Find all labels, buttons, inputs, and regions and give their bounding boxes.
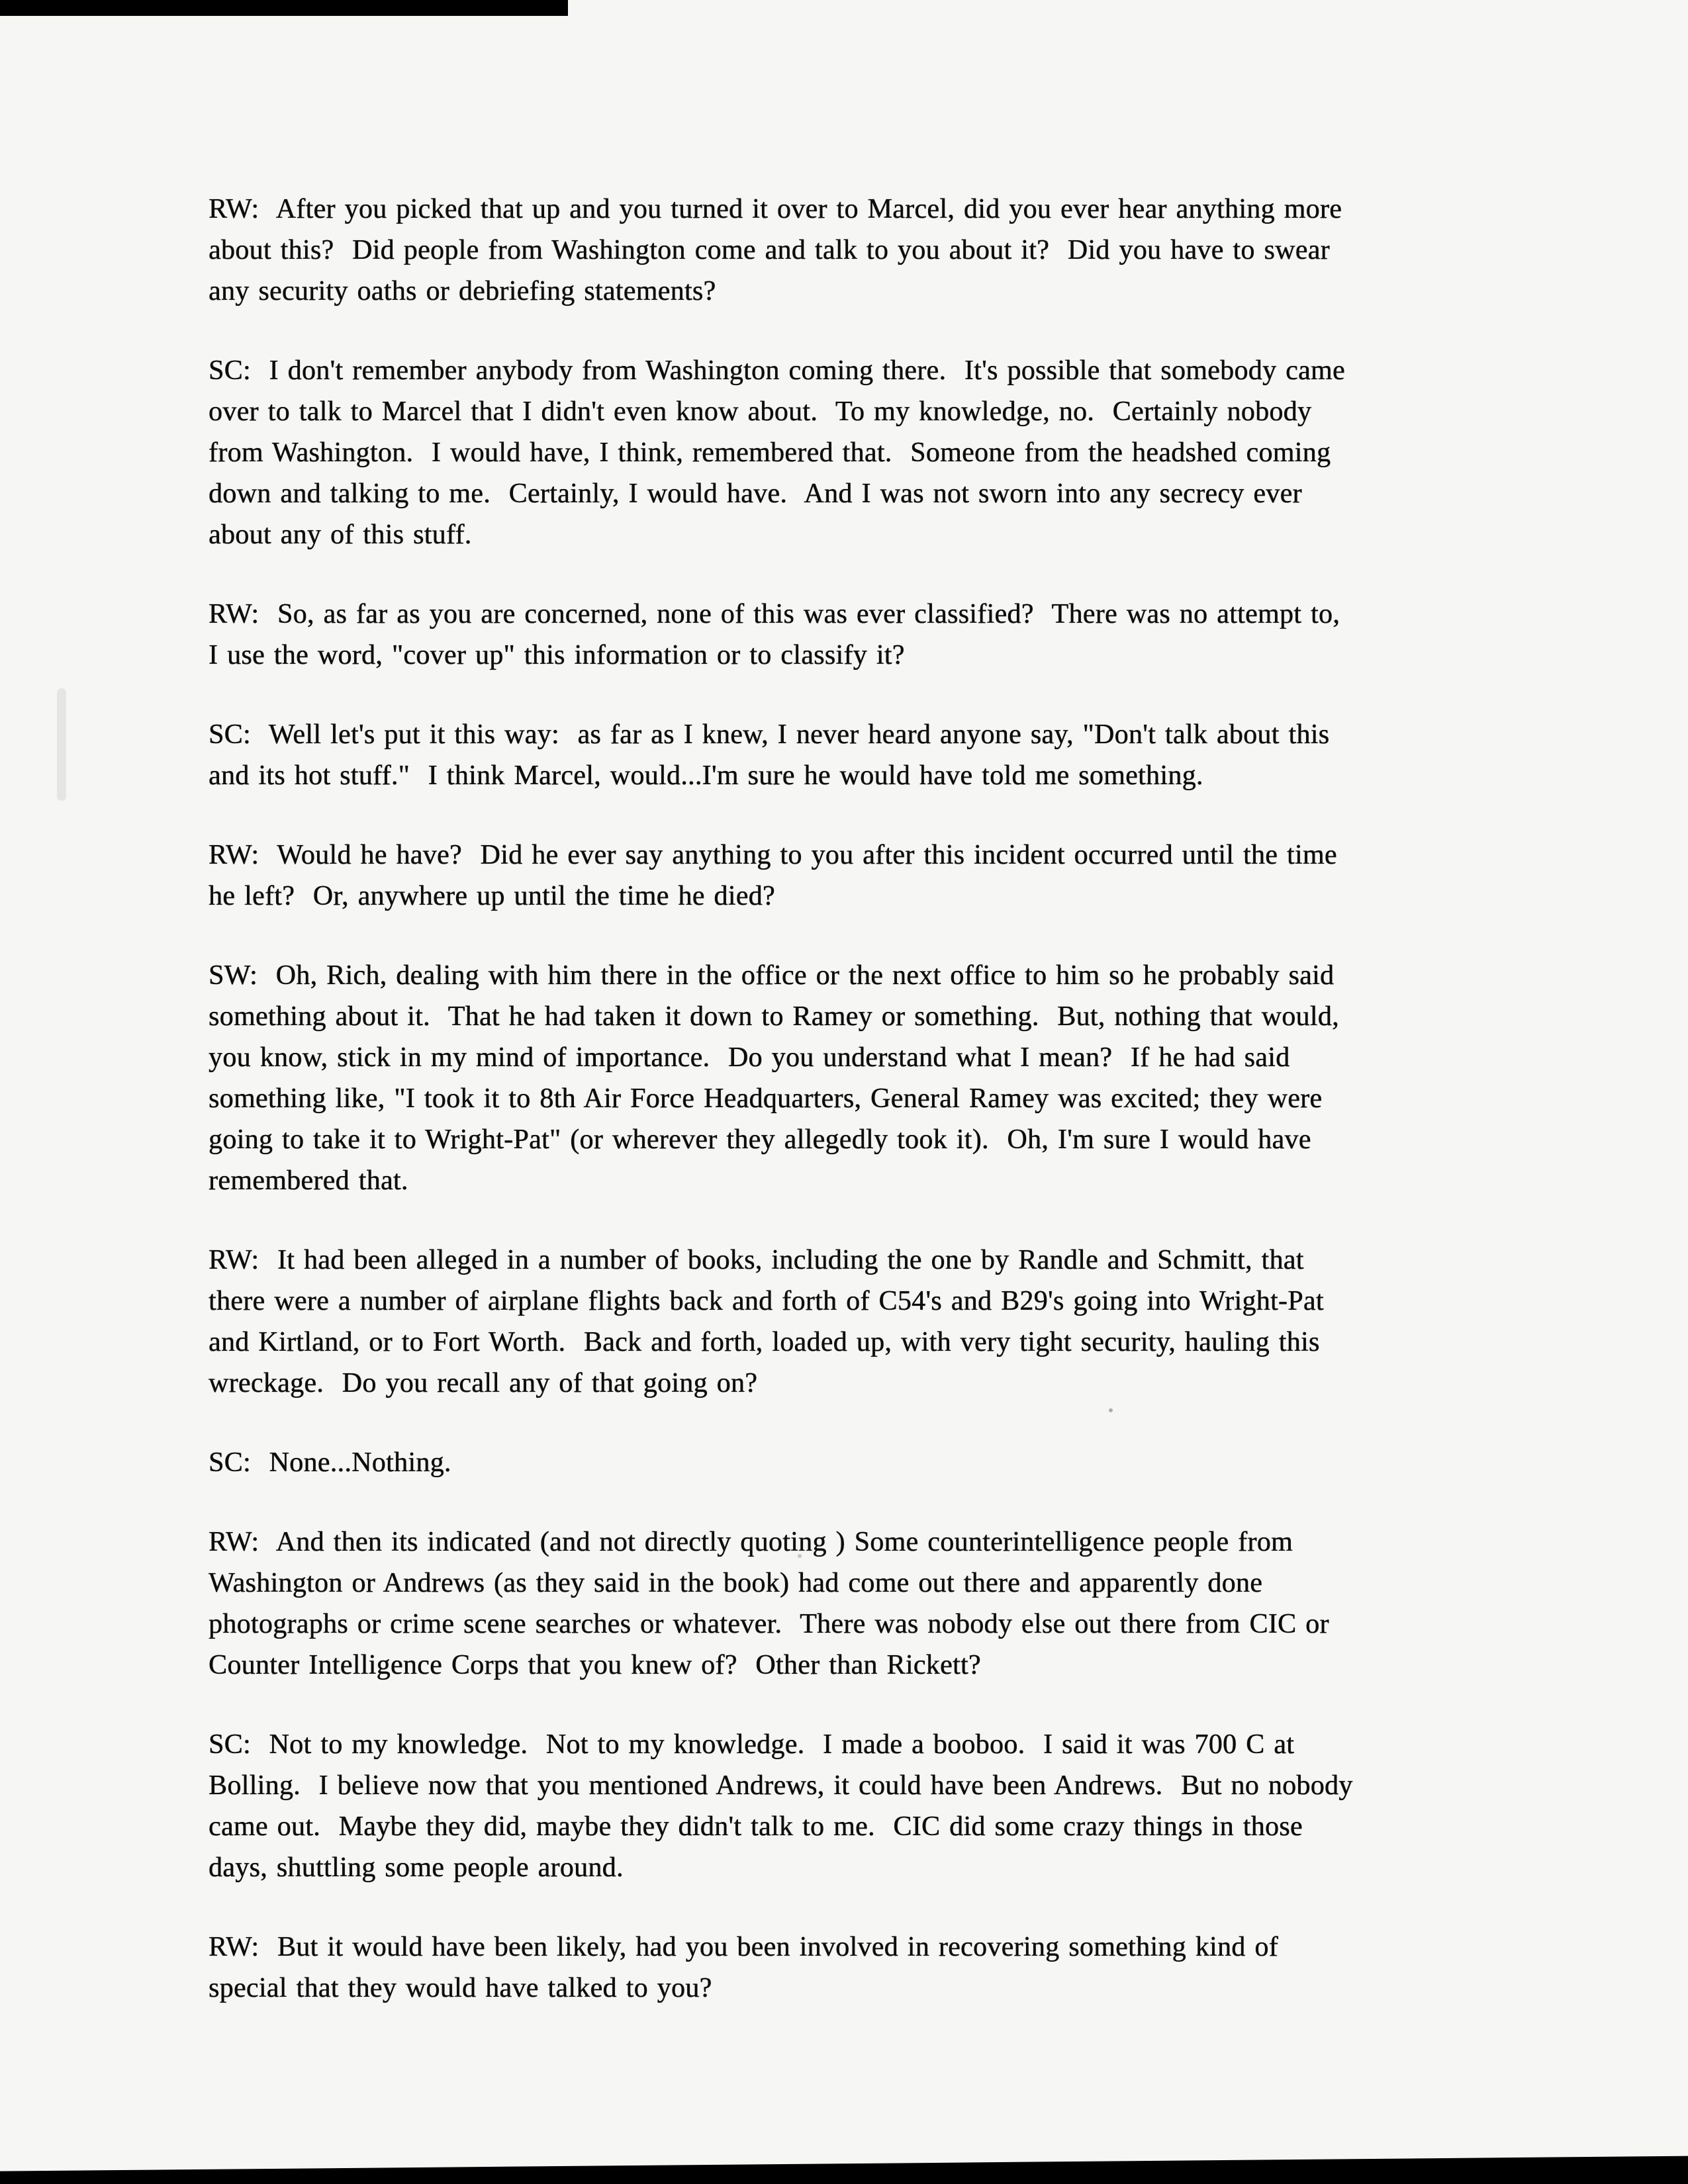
transcript-line: something like, "I took it to 8th Air Force Headquarters, General Ramey was excited; they were bbox=[209, 1083, 1323, 1114]
transcript-line: days, shuttling some people around. bbox=[209, 1852, 624, 1883]
transcript-paragraph-sc-1 bbox=[209, 350, 1542, 555]
transcript-line: SC: I don't remember anybody from Washington coming there. It's possible that somebody came bbox=[209, 355, 1345, 386]
transcript-line: I use the word, "cover up" this information or to classify it? bbox=[209, 640, 905, 670]
transcript-line: there were a number of airplane flights back and forth of C54's and B29's going into Wright-Pat bbox=[209, 1286, 1324, 1316]
transcript-line: RW: Would he have? Did he ever say anything to you after this incident occurred until the time bbox=[209, 840, 1337, 870]
transcript-line: he left? Or, anywhere up until the time he died? bbox=[209, 881, 775, 911]
transcript-line: any security oaths or debriefing statements? bbox=[209, 276, 716, 306]
transcript-line: RW: After you picked that up and you turned it over to Marcel, did you ever hear anything more bbox=[209, 194, 1342, 224]
transcript-line: down and talking to me. Certainly, I would have. And I was not sworn into any secrecy ever bbox=[209, 478, 1302, 509]
transcript-paragraph-sw-5 bbox=[209, 955, 1542, 1201]
transcript-line: you know, stick in my mind of importance. Do you understand what I mean? If he had said bbox=[209, 1042, 1290, 1073]
transcript-line: RW: It had been alleged in a number of books, including the one by Randle and Schmitt, that bbox=[209, 1245, 1304, 1275]
transcript-line: over to talk to Marcel that I didn't even know about. To my knowledge, no. Certainly nobody bbox=[209, 396, 1312, 427]
transcript-line: about any of this stuff. bbox=[209, 520, 472, 550]
transcript-line: came out. Maybe they did, maybe they didn't talk to me. CIC did some crazy things in those bbox=[209, 1811, 1303, 1842]
transcript-line: Counter Intelligence Corps that you knew of? Other than Rickett? bbox=[209, 1650, 981, 1680]
transcript-line: from Washington. I would have, I think, remembered that. Someone from the headshed coming bbox=[209, 437, 1331, 468]
transcript-line: Bolling. I believe now that you mentioned Andrews, it could have been Andrews. But no nobody bbox=[209, 1770, 1353, 1801]
transcript-paragraph-sc-3 bbox=[209, 714, 1542, 796]
transcript-paragraph-rw-8 bbox=[209, 1522, 1542, 1686]
scan-artifact-streak bbox=[57, 688, 66, 801]
transcript-paragraph-sc-7 bbox=[209, 1442, 1542, 1483]
scan-artifact-top-edge bbox=[0, 0, 568, 16]
transcript-line: remembered that. bbox=[209, 1165, 408, 1196]
scan-artifact-bottom-edge bbox=[0, 2154, 1688, 2184]
transcript-paragraph-rw-4 bbox=[209, 835, 1542, 917]
transcript-line: going to take it to Wright-Pat" (or wherever they allegedly took it). Oh, I'm sure I would have bbox=[209, 1124, 1311, 1155]
transcript-line: SW: Oh, Rich, dealing with him there in the office or the next office to him so he probably said bbox=[209, 960, 1335, 991]
transcript-line: RW: But it would have been likely, had you been involved in recovering something kind of bbox=[209, 1932, 1278, 1962]
transcript-line: RW: And then its indicated (and not directly quoting ) Some counterintelligence people from bbox=[209, 1527, 1293, 1557]
transcript-line: wreckage. Do you recall any of that going on? bbox=[209, 1368, 758, 1398]
transcript-line: special that they would have talked to you? bbox=[209, 1973, 712, 2003]
transcript-line: Washington or Andrews (as they said in the book) had come out there and apparently done bbox=[209, 1568, 1263, 1598]
transcript-paragraph-rw-2 bbox=[209, 594, 1542, 676]
transcript-line: and Kirtland, or to Fort Worth. Back and forth, loaded up, with very tight security, hauling this bbox=[209, 1327, 1320, 1357]
transcript-line: and its hot stuff." I think Marcel, would...I'm sure he would have told me something. bbox=[209, 760, 1203, 791]
transcript-line: something about it. That he had taken it down to Ramey or something. But, nothing that would, bbox=[209, 1001, 1339, 1032]
transcript-line: SC: None...Nothing. bbox=[209, 1447, 451, 1478]
interview-transcript-body bbox=[209, 189, 1542, 2047]
transcript-line: SC: Well let's put it this way: as far as I knew, I never heard anyone say, "Don't talk about this bbox=[209, 719, 1330, 750]
transcript-paragraph-rw-6 bbox=[209, 1240, 1542, 1404]
transcript-paragraph-rw-10 bbox=[209, 1927, 1542, 2009]
transcript-line: photographs or crime scene searches or whatever. There was nobody else out there from CIC or bbox=[209, 1609, 1329, 1639]
transcript-line: SC: Not to my knowledge. Not to my knowledge. I made a booboo. I said it was 700 C at bbox=[209, 1729, 1295, 1760]
transcript-paragraph-sc-9 bbox=[209, 1724, 1542, 1888]
transcript-line: about this? Did people from Washington come and talk to you about it? Did you have to swear bbox=[209, 235, 1330, 265]
transcript-line: RW: So, as far as you are concerned, none of this was ever classified? There was no attempt to, bbox=[209, 599, 1340, 629]
transcript-paragraph-rw-0 bbox=[209, 189, 1542, 312]
